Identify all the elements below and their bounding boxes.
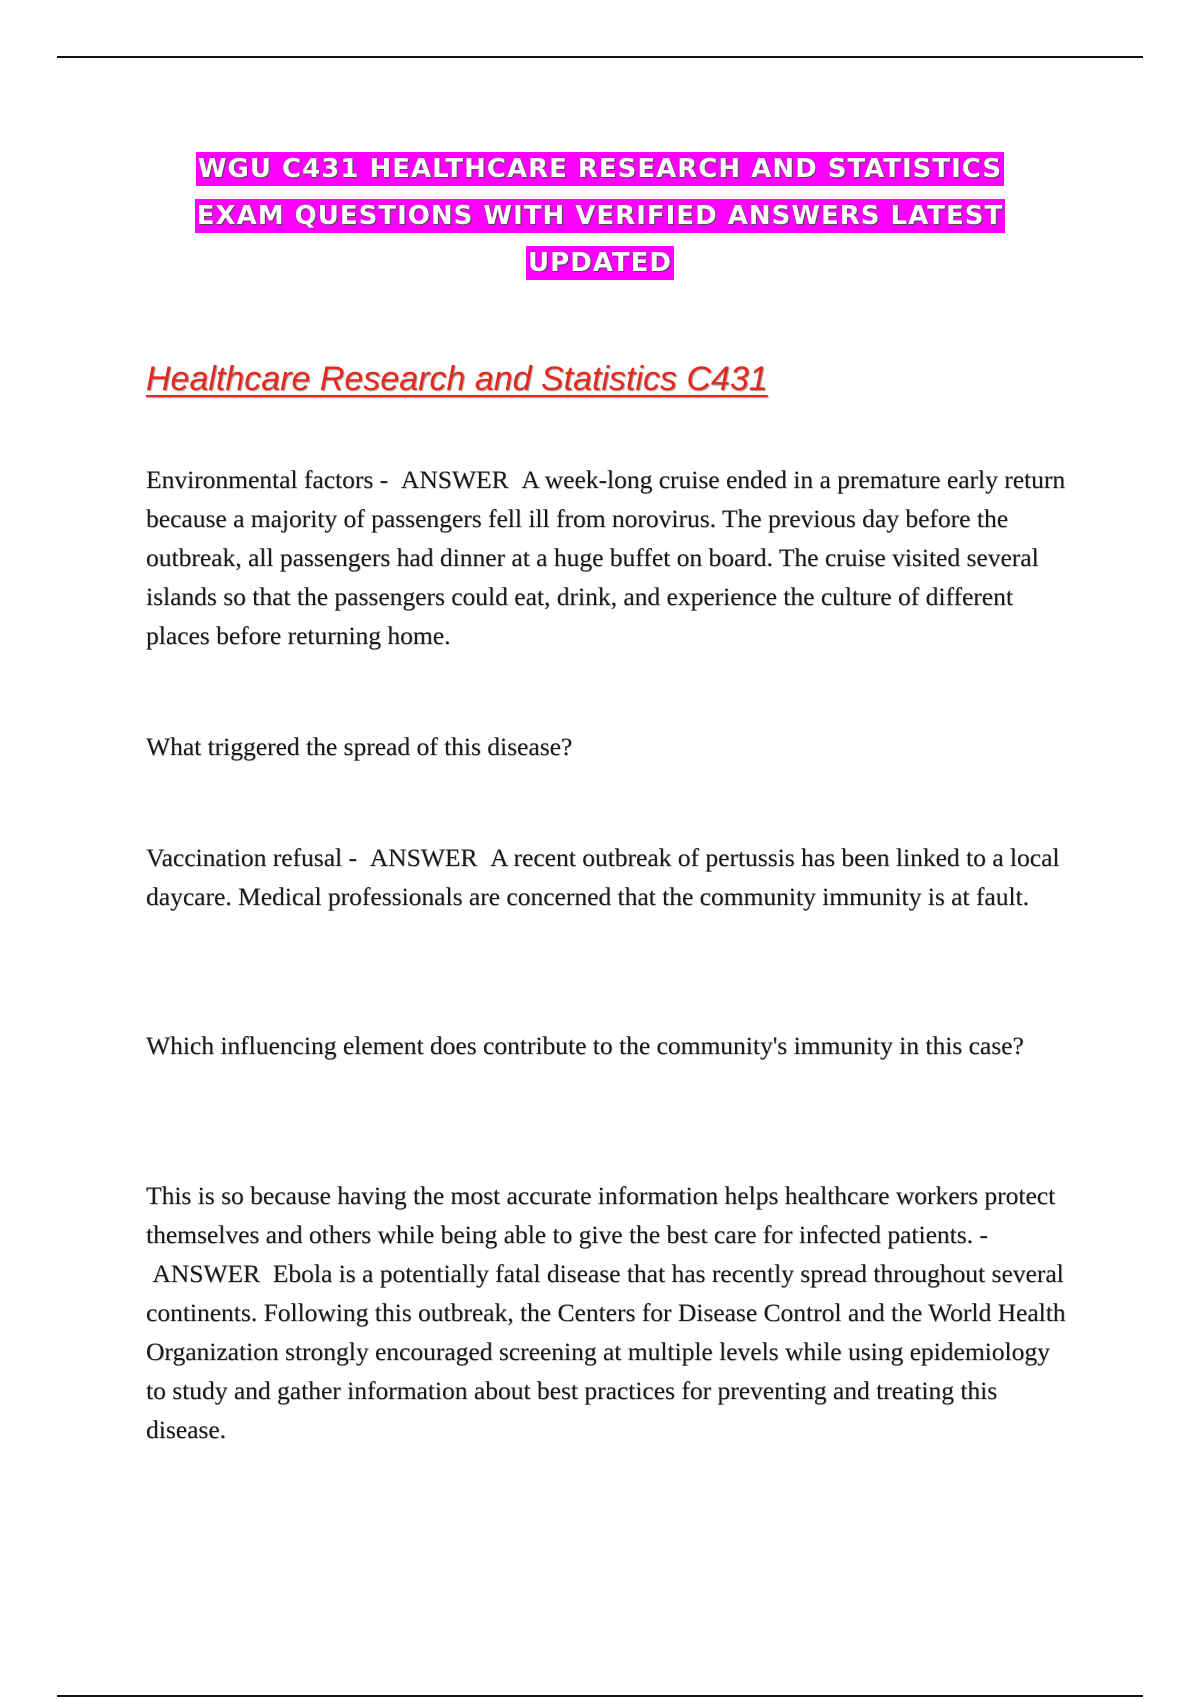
title-line-3: UPDATED xyxy=(528,248,672,278)
paragraph-question-spread: What triggered the spread of this disease? xyxy=(146,732,573,761)
paragraph-vaccination-refusal: Vaccination refusal - ANSWER A recent outbreak of pertussis has been linked to a local daycare. Medical professionals are concerned that the community immunity is at fault. xyxy=(146,843,1060,911)
bottom-rule xyxy=(57,1695,1143,1697)
section-heading: Healthcare Research and Statistics C431 xyxy=(146,360,768,398)
document-title xyxy=(150,146,1050,287)
paragraph-ebola: This is so because having the most accurate information helps healthcare workers protect themselves and others while being able to give the best care for infected patients. - ANSWER Ebola is a potentially fatal disease that has recently spread throughout several continents. Following this outbreak, the Centers for Disease Control and the World Health Organization strongly encouraged screening at multiple levels while using epidemiology to study and gather information about best practices for preventing and treating this disease. xyxy=(146,1181,1066,1444)
title-line-2: EXAM QUESTIONS WITH VERIFIED ANSWERS LATEST xyxy=(196,201,1004,231)
top-rule xyxy=(57,56,1143,58)
title-line-1: WGU C431 HEALTHCARE RESEARCH AND STATISTICS xyxy=(197,154,1003,184)
paragraph-environmental-factors: Environmental factors - ANSWER A week-long cruise ended in a premature early return because a majority of passengers fell ill from norovirus. The previous day before the outbreak, all passengers had dinner at a huge buffet on board. The cruise visited several islands so that the passengers could eat, drink, and experience the culture of different places before returning home. xyxy=(146,465,1066,650)
paragraph-question-immunity: Which influencing element does contribute to the community's immunity in this case? xyxy=(146,1031,1024,1060)
